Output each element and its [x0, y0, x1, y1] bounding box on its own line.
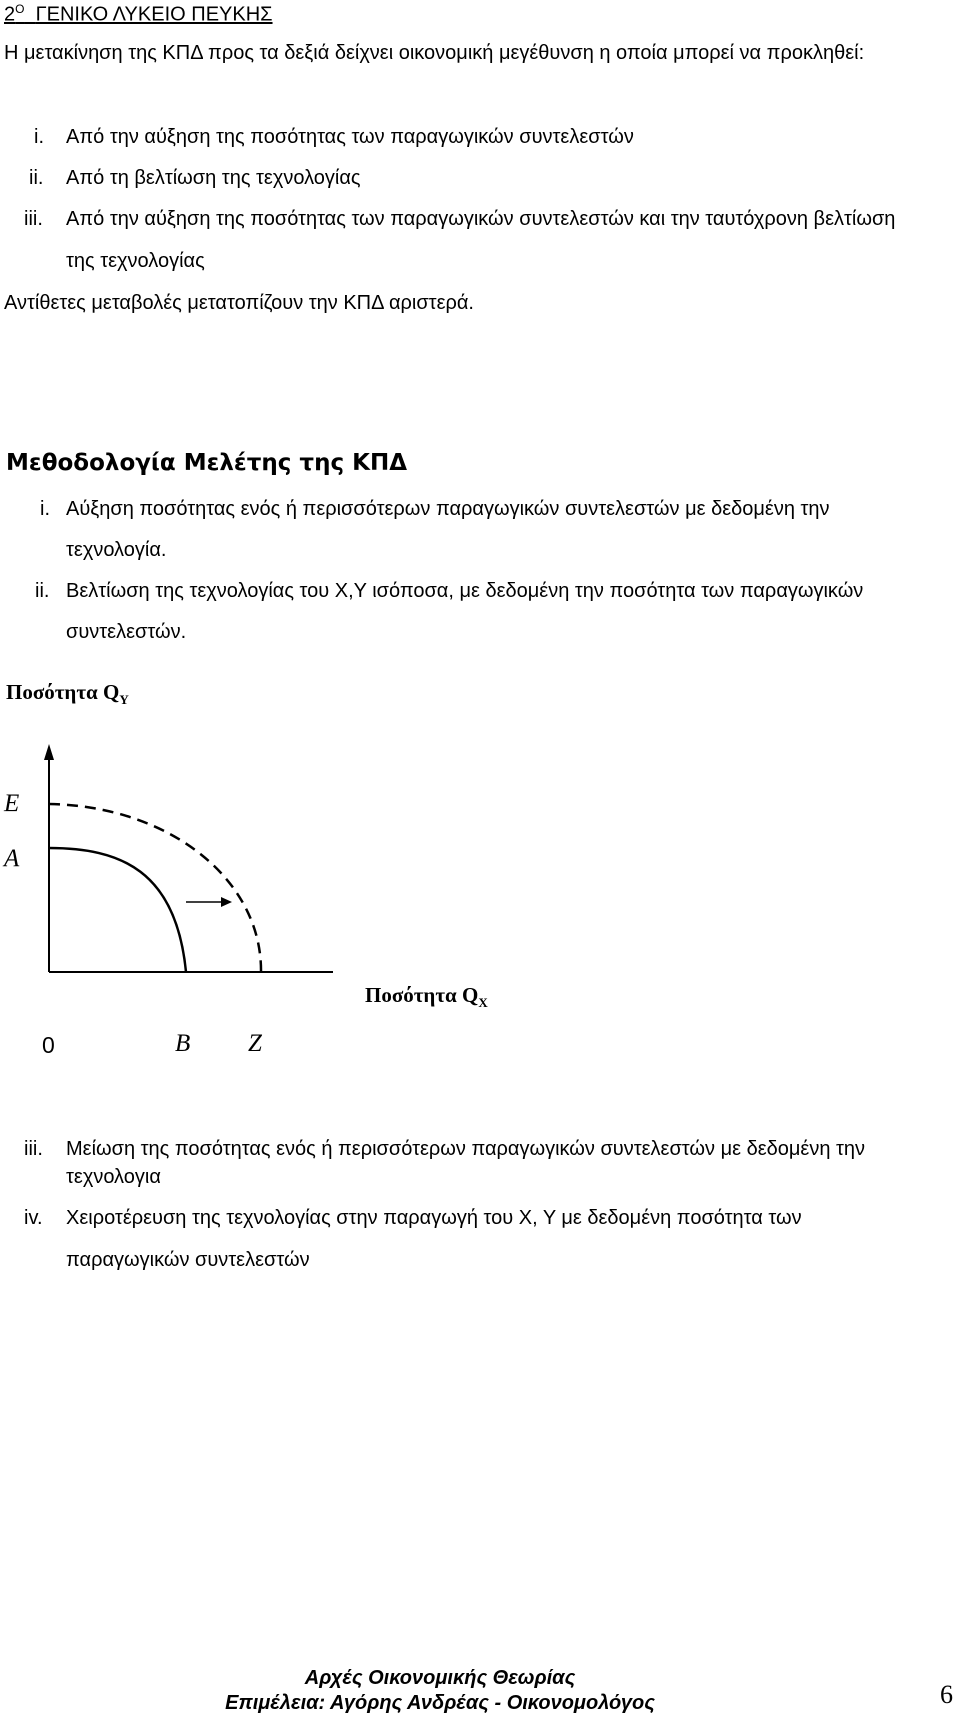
method-2-num: ii. — [35, 580, 50, 602]
cause-2-num: ii. — [29, 167, 44, 189]
method-1-text-cont: τεχνολογία. — [66, 539, 167, 561]
x-mark-z: Ζ — [248, 1030, 262, 1057]
cause-1-num: i. — [34, 126, 44, 148]
x-axis-label-text: Ποσότητα Q — [365, 983, 479, 1007]
intro-text: Η μετακίνηση της ΚΠΔ προς τα δεξιά δείχνει οικονομική μεγέθυνση η οποία μπορεί να προκληθεί: — [4, 42, 865, 64]
cause-1-text: Από την αύξηση της ποσότητας των παραγωγικών συντελεστών — [66, 126, 634, 148]
method-3-text-cont: τεχνολογια — [66, 1166, 161, 1188]
x-axis-label-sub: X — [478, 995, 488, 1011]
y-axis-arrowhead — [44, 744, 54, 760]
method-title: Μεθοδολογία Μελέτης της ΚΠΔ — [6, 450, 407, 476]
method-3-text: Μείωση της ποσότητας ενός ή περισσότερων παραγωγικών συντελεστών με δεδομένη την — [66, 1138, 866, 1160]
cause-3-text-cont: της τεχνολογίας — [66, 250, 205, 272]
method-4-num: iv. — [24, 1207, 43, 1229]
school-number-sup: O — [15, 2, 25, 16]
y-axis-label-sub: Y — [119, 692, 129, 708]
cause-3-num: iii. — [24, 208, 43, 230]
origin-label: 0 — [42, 1032, 55, 1058]
method-2-text-cont: συντελεστών. — [66, 621, 187, 643]
cause-2-text: Από τη βελτίωση της τεχνολογίας — [66, 167, 361, 189]
method-3-num: iii. — [24, 1138, 43, 1160]
school-name: ΓΕΝΙΚΟ ΛΥΚΕΙΟ ΠΕΥΚΗΣ — [35, 3, 273, 26]
ppf-curve-original — [49, 848, 186, 972]
school-number: 2 — [4, 3, 16, 26]
y-axis-label-text: Ποσότητα Q — [6, 680, 120, 704]
footer-author: Επιμέλεια: Αγόρης Ανδρέας - Οικονομολόγος — [225, 1692, 655, 1714]
footer-title: Αρχές Οικονομικής Θεωρίας — [304, 1667, 576, 1689]
method-4-text-cont: παραγωγικών συντελεστών — [66, 1249, 310, 1271]
shift-arrow-head — [221, 897, 232, 907]
x-mark-b: Β — [175, 1030, 191, 1057]
ppf-curve-shifted — [49, 804, 261, 972]
y-mark-e: Ε — [4, 790, 20, 817]
method-1-text: Αύξηση ποσότητας ενός ή περισσότερων παραγωγικών συντελεστών με δεδομένη την — [66, 498, 830, 520]
x-axis-label — [365, 983, 488, 1011]
cause-3-text: Από την αύξηση της ποσότητας των παραγωγικών συντελεστών και την ταυτόχρονη βελτίωση — [66, 208, 896, 230]
opposite-text: Αντίθετες μεταβολές μετατοπίζουν την ΚΠΔ αριστερά. — [4, 292, 474, 314]
method-4-text: Χειροτέρευση της τεχνολογίας στην παραγωγή του Χ, Υ με δεδομένη ποσότητα των — [66, 1207, 802, 1229]
method-1-num: i. — [40, 498, 50, 520]
page-number: 6 — [940, 1680, 953, 1709]
method-2-text: Βελτίωση της τεχνολογίας του Χ,Υ ισόποσα, με δεδομένη την ποσότητα των παραγωγικών — [66, 580, 864, 602]
y-mark-a: Α — [4, 845, 20, 872]
